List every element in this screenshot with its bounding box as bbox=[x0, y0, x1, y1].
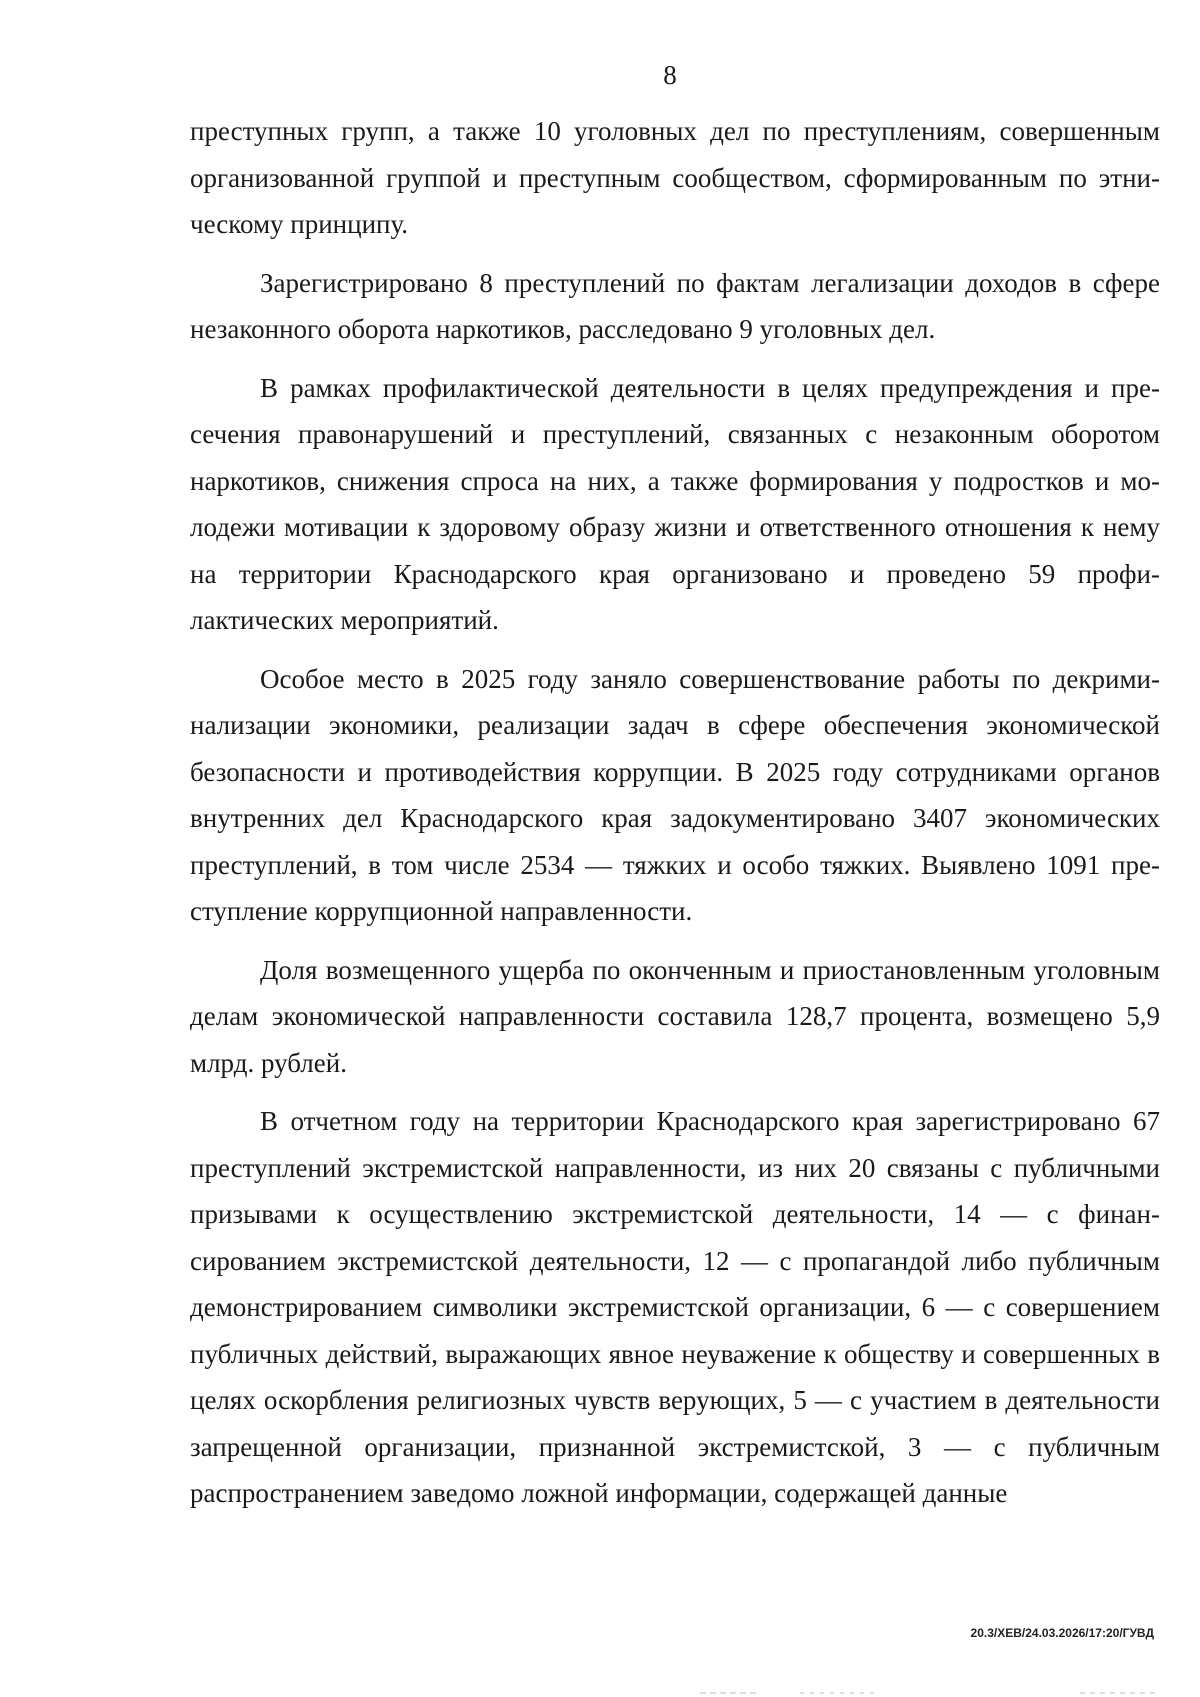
paragraph-economy: Особое место в 2025 году заняло совершенствование работы по декриминализации экономики, реализации задач в сфере обеспечения экономической безопасности и противодействия коррупции. В 2025 году сотрудниками органов внутренних дел Краснодарского края задокументировано 3407 экономических преступлений, в том числе 2534 — тяжких и особо тяжких. Выявлено 1091 преступление коррупционной направленности. bbox=[190, 663, 1160, 926]
scan-edge-marks bbox=[0, 1689, 1200, 1697]
paragraph-continuation: преступных групп, а также 10 уголовных дел по преступлениям, совершенным организованной группой и преступным сообществом, сформированным по этническому принципу. bbox=[190, 116, 1160, 239]
paragraph-extremism: В отчетном году на территории Краснодарского края зарегистрировано 67 преступлений экстремистской направленности, из них 20 связаны с публичными призывами к осуществлению экстремистской деятельности, 14 — с финансированием экстремистской деятельности, 12 — с пропагандой либо публичным демонстрированием символики экстремистской организации, 6 — с совершением публичных действий, выражающих явное неуважение к обществу и совершенных в целях оскорбления религиозных чувств верующих, 5 — с участием в деятельности запрещенной организации, признанной экстремистской, 3 — с публичным распространением заведомо ложной информации, содержащей данные bbox=[190, 1106, 1160, 1508]
paragraph-prevention: В рамках профилактической деятельности в целях предупреждения и пресечения правонарушений и преступлений, связанных с незаконным оборотом наркотиков, снижения спроса на них, а также формирования у подростков и молодежи мотивации к здоровому образу жизни и ответственного отношения к нему на территории Краснодарского края организовано и проведено 59 профилактических мероприятий. bbox=[190, 372, 1160, 635]
document-registration-code: 20.3/ХЕВ/24.03.2026/17:20/ГУВД bbox=[970, 1626, 1154, 1640]
page-number: 8 bbox=[663, 60, 677, 90]
body-text bbox=[190, 108, 1160, 1529]
paragraph-damage-recovery: Доля возмещенного ущерба по оконченным и приостановленным уголовным делам экономической направленности составила 128,7 процента, возмещено 5,9 млрд. рублей. bbox=[190, 954, 1160, 1078]
paragraph-money-laundering: Зарегистрировано 8 преступлений по фактам легализации доходов в сфере незаконного оборота наркотиков, расследовано 9 уголовных дел. bbox=[190, 267, 1160, 344]
